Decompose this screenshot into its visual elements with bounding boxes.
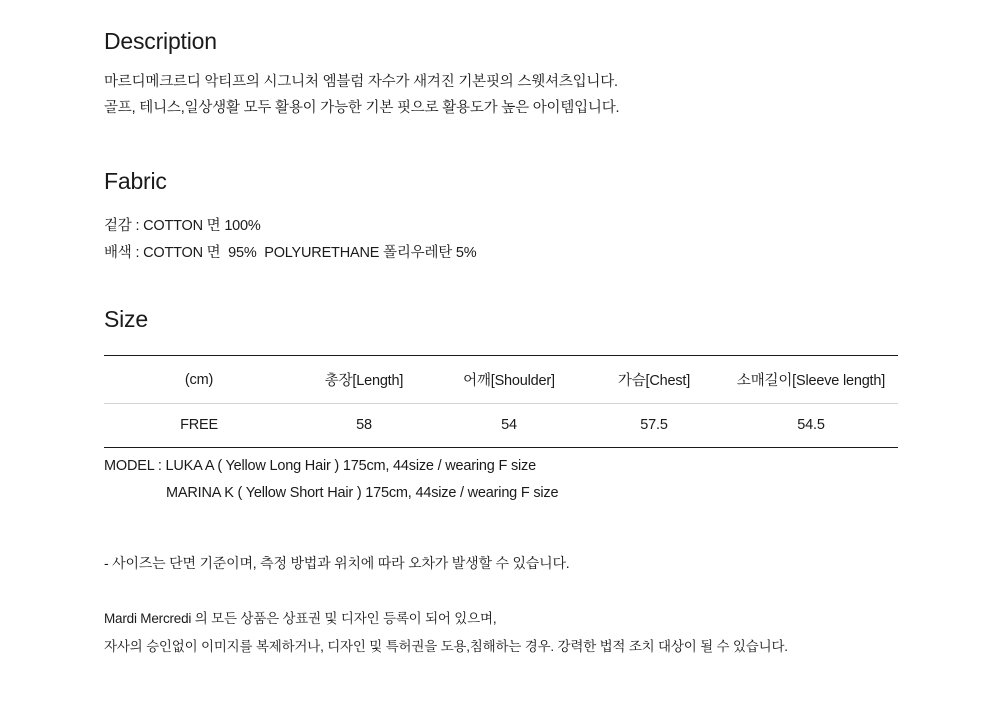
size-note-section — [104, 550, 569, 576]
description-line-2: 골프, 테니스,일상생활 모두 활용이 가능한 기본 핏으로 활용도가 높은 아이템입니다. — [104, 100, 620, 116]
legal-note-line-2: 자사의 승인없이 이미지를 복제하거나, 디자인 및 특허권을 도용,침해하는 경우. 강력한 법적 조치 대상이 될 수 있습니다. — [104, 639, 788, 654]
model-info-section — [104, 453, 558, 507]
column-header-shoulder: 어깨[Shoulder] — [434, 356, 584, 404]
size-table — [104, 355, 898, 448]
fabric-line-1: 겉감 : COTTON 면 100% — [104, 218, 261, 234]
model-line-1: MODEL : LUKA A ( Yellow Long Hair ) 175cm, 44size / wearing F size — [104, 458, 536, 474]
cell-chest: 57.5 — [584, 404, 724, 448]
column-header-chest: 가슴[Chest] — [584, 356, 724, 404]
table-header-row — [104, 356, 898, 404]
cell-length: 58 — [294, 404, 434, 448]
column-header-length: 총장[Length] — [294, 356, 434, 404]
cell-shoulder: 54 — [434, 404, 584, 448]
size-note-text: - 사이즈는 단면 기준이며, 측정 방법과 위치에 따라 오차가 발생할 수 있습니다. — [104, 555, 570, 571]
table-row — [104, 404, 898, 448]
cell-size-name: FREE — [104, 404, 294, 448]
column-header-sleeve-length: 소매길이[Sleeve length] — [724, 356, 898, 404]
size-table-header — [104, 356, 898, 404]
description-section — [104, 28, 619, 121]
legal-note-line-1: Mardi Mercredi 의 모든 상품은 상표권 및 디자인 등록이 되어 있으며, — [104, 611, 497, 626]
model-line-2: MARINA K ( Yellow Short Hair ) 175cm, 44size / wearing F size — [166, 485, 559, 501]
size-section — [104, 306, 898, 448]
cell-sleeve-length: 54.5 — [724, 404, 898, 448]
fabric-section — [104, 168, 476, 267]
column-header-unit: (cm) — [104, 356, 294, 404]
legal-note-section — [104, 605, 788, 661]
fabric-line-2: 배색 : COTTON 면 95% POLYURETHANE 폴리우레탄 5% — [104, 245, 477, 261]
size-table-body — [104, 404, 898, 448]
description-line-1: 마르디메크르디 악티프의 시그니처 엠블럼 자수가 새겨진 기본핏의 스웻셔츠입니다. — [104, 74, 618, 90]
size-heading: Size — [104, 306, 148, 332]
description-heading: Description — [104, 28, 217, 54]
fabric-heading: Fabric — [104, 168, 167, 194]
